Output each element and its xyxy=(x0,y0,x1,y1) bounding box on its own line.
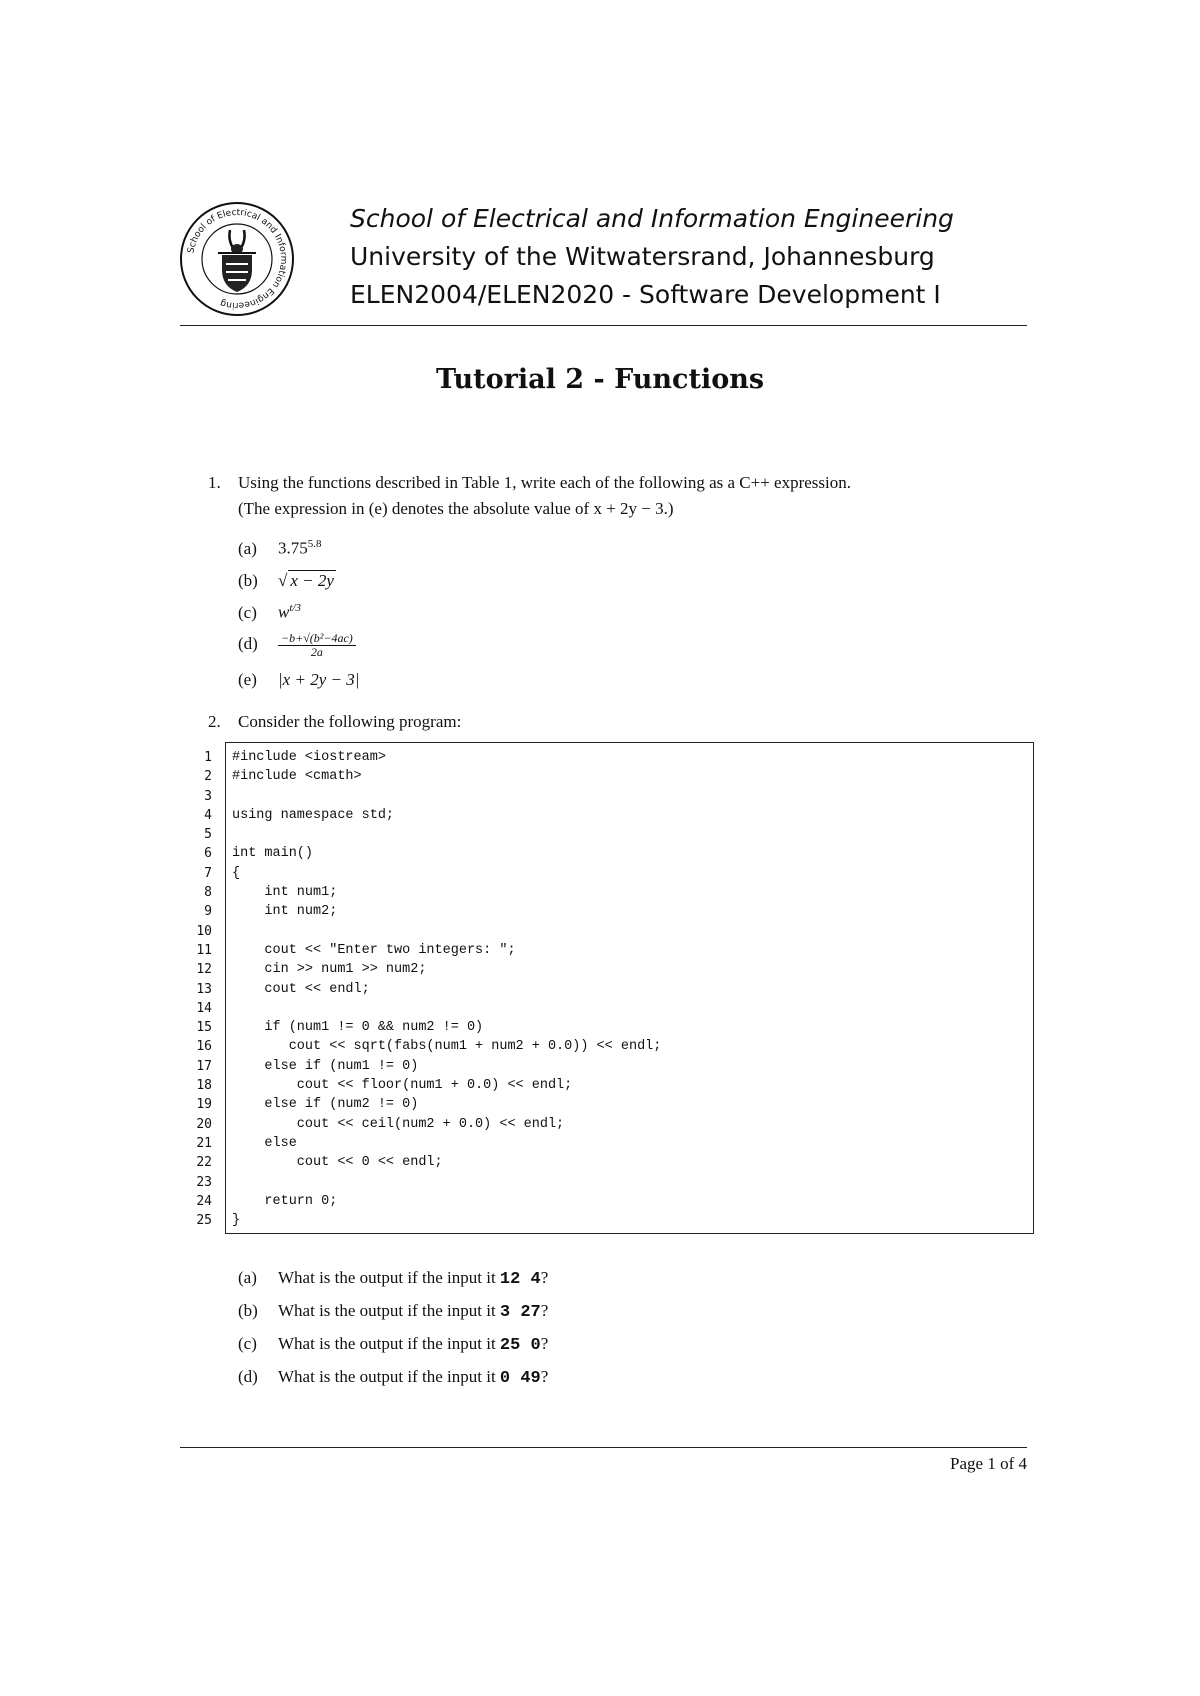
code-line-number: 12 xyxy=(196,962,212,978)
university-seal-logo xyxy=(178,200,296,318)
q1-item-e-expression: |x + 2y − 3| xyxy=(278,670,360,689)
question-1-number: 1. xyxy=(208,473,221,492)
q2-item-b-text: What is the output if the input it xyxy=(278,1301,496,1320)
q1-item-e-label: (e) xyxy=(238,670,257,689)
code-line xyxy=(232,825,661,844)
code-line xyxy=(232,787,661,806)
code-line-number: 22 xyxy=(196,1155,212,1171)
q2-item-d-end: ? xyxy=(540,1367,549,1386)
page-title: Tutorial 2 - Functions xyxy=(435,364,765,395)
q1-item-a-base: 3.75 xyxy=(278,538,308,558)
footer-rule xyxy=(180,1447,1027,1448)
code-listing xyxy=(232,748,661,1230)
code-line-number: 4 xyxy=(204,807,212,823)
q1-item-c-exponent: t/3 xyxy=(289,602,301,614)
school-name: School of Electrical and Information Engineering xyxy=(350,204,954,233)
q1-item-d-denominator: 2a xyxy=(310,645,323,659)
code-line: cout << sqrt(fabs(num1 + num2 + 0.0)) << endl; xyxy=(232,1039,662,1055)
code-line: #include <cmath> xyxy=(232,769,362,785)
q2-item-d-text: What is the output if the input it xyxy=(278,1367,496,1386)
q2-item-b-label: (b) xyxy=(238,1301,258,1320)
q1-item-d xyxy=(238,632,356,659)
q2-item-d-label: (d) xyxy=(238,1367,258,1386)
code-line-number: 2 xyxy=(204,769,212,785)
q2-item-d xyxy=(238,1367,548,1388)
code-line-number: 7 xyxy=(204,865,212,881)
code-line: cout << ceil(num2 + 0.0) << endl; xyxy=(232,1116,565,1132)
q1-item-a xyxy=(238,538,322,559)
code-line-number: 14 xyxy=(196,1000,212,1016)
q2-item-c-end: ? xyxy=(540,1334,549,1353)
code-line: int num2; xyxy=(232,904,338,920)
code-line: int num1; xyxy=(232,885,338,901)
question-1 xyxy=(208,470,851,496)
q2-item-a-text: What is the output if the input it xyxy=(278,1268,496,1287)
question-2 xyxy=(208,709,462,735)
code-line-number: 9 xyxy=(204,904,212,920)
question-1-text: Using the functions described in Table 1, write each of the following as a C++ expression. xyxy=(238,473,851,492)
code-line: else xyxy=(232,1135,297,1151)
code-line: else if (num2 != 0) xyxy=(232,1097,419,1113)
q2-item-a-label: (a) xyxy=(238,1268,257,1287)
university-name: University of the Witwatersrand, Johannesburg xyxy=(350,242,935,271)
code-line: return 0; xyxy=(232,1193,338,1209)
code-line: cout << 0 << endl; xyxy=(232,1155,443,1171)
question-1-note: (The expression in (e) denotes the absolute value of x + 2y − 3.) xyxy=(238,499,674,518)
course-name: ELEN2004/ELEN2020 - Software Development I xyxy=(350,280,941,309)
q1-item-b-label: (b) xyxy=(238,571,258,590)
code-line xyxy=(232,999,661,1018)
q1-item-c-label: (c) xyxy=(238,602,257,622)
q2-item-a-end: ? xyxy=(540,1268,549,1287)
code-line-number: 5 xyxy=(204,827,212,843)
code-line-number: 23 xyxy=(196,1174,212,1190)
code-line xyxy=(232,1173,661,1192)
code-line-number: 21 xyxy=(196,1135,212,1151)
code-line-number: 10 xyxy=(196,923,212,939)
code-line-number: 18 xyxy=(196,1078,212,1094)
code-line xyxy=(232,922,661,941)
q2-item-a xyxy=(238,1268,548,1289)
code-line-numbers xyxy=(180,748,212,1230)
q1-item-c-base: w xyxy=(278,602,290,622)
svg-text:School of Electrical and Infor: School of Electrical and Information Engineering xyxy=(186,207,289,311)
code-line-number: 1 xyxy=(204,750,212,765)
q1-item-d-label: (d) xyxy=(238,634,258,654)
q2-item-b xyxy=(238,1301,548,1322)
q2-item-c-input: 25 0 xyxy=(499,1336,541,1355)
code-line: cin >> num1 >> num2; xyxy=(232,962,427,978)
code-line: { xyxy=(232,865,241,881)
question-2-text: Consider the following program: xyxy=(238,712,462,731)
q1-item-d-fraction xyxy=(278,632,356,659)
code-line: using namespace std; xyxy=(232,807,395,823)
q2-item-a-input: 12 4 xyxy=(499,1270,541,1289)
code-line-number: 19 xyxy=(196,1097,212,1113)
code-line-number: 17 xyxy=(196,1058,212,1074)
q2-item-c-text: What is the output if the input it xyxy=(278,1334,496,1353)
code-line-number: 11 xyxy=(196,942,212,958)
q2-item-c-label: (c) xyxy=(238,1334,257,1353)
code-line: int main() xyxy=(232,846,314,862)
q2-item-d-input: 0 49 xyxy=(499,1369,541,1388)
q1-item-a-label: (a) xyxy=(238,538,257,558)
code-line: else if (num1 != 0) xyxy=(232,1058,419,1074)
q2-item-b-end: ? xyxy=(540,1301,549,1320)
code-line-number: 15 xyxy=(196,1020,212,1036)
code-line-number: 20 xyxy=(196,1116,212,1132)
page-number: Page 1 of 4 xyxy=(950,1454,1027,1473)
code-line: if (num1 != 0 && num2 != 0) xyxy=(232,1020,484,1036)
code-line: cout << endl; xyxy=(232,981,370,997)
q1-item-c xyxy=(238,602,301,623)
question-2-number: 2. xyxy=(208,712,221,731)
header-rule xyxy=(180,325,1027,326)
q1-item-b-radicand: x − 2y xyxy=(290,571,334,590)
code-line-number: 6 xyxy=(204,846,212,862)
code-line: } xyxy=(232,1213,241,1229)
q2-item-b-input: 3 27 xyxy=(499,1303,541,1322)
code-line-number: 8 xyxy=(204,885,212,901)
code-line-number: 25 xyxy=(196,1213,212,1229)
q1-item-d-numerator: −b+√(b²−4ac) xyxy=(278,632,356,646)
q2-item-c xyxy=(238,1334,548,1355)
header-text xyxy=(350,200,954,314)
code-line-number: 13 xyxy=(196,981,212,997)
code-line: #include <iostream> xyxy=(232,750,386,765)
code-line: cout << "Enter two integers: "; xyxy=(232,942,516,958)
q1-item-b: (b) √ x − 2y xyxy=(238,571,334,590)
code-line-number: 3 xyxy=(204,788,212,804)
code-line: cout << floor(num1 + 0.0) << endl; xyxy=(232,1078,573,1094)
code-line-number: 16 xyxy=(196,1039,212,1055)
q1-item-e xyxy=(238,670,359,690)
q1-item-a-exponent: 5.8 xyxy=(307,538,322,550)
code-line-number: 24 xyxy=(196,1193,212,1209)
